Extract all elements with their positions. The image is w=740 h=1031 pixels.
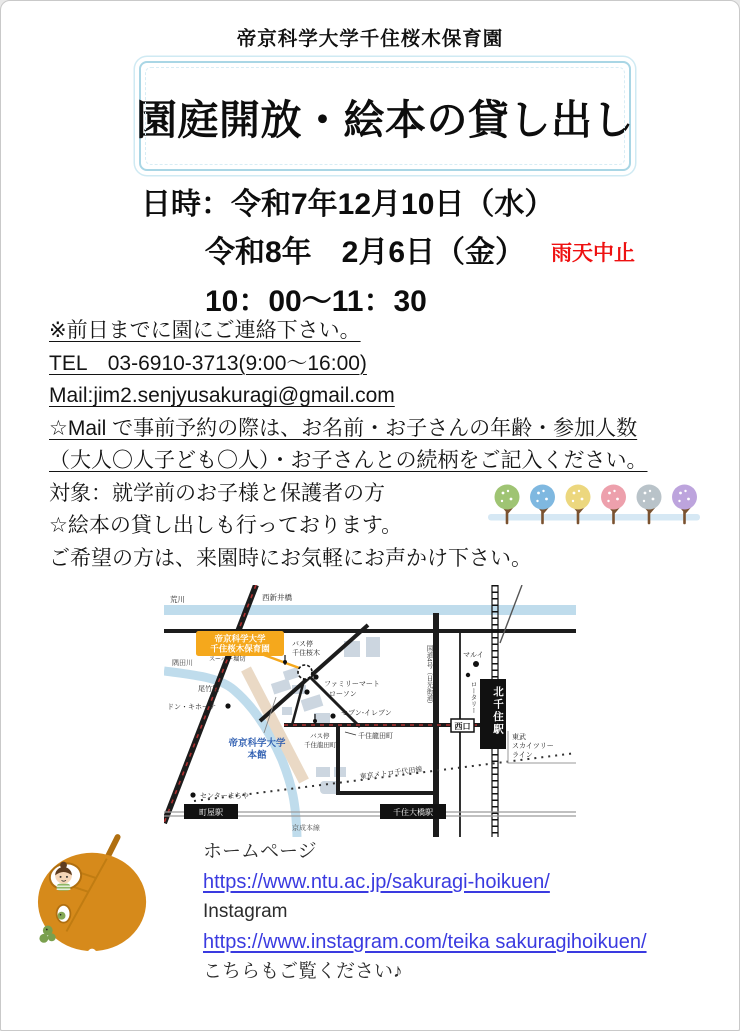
title-frame: [136, 61, 634, 171]
closing-note: こちらもご覧ください♪: [203, 961, 403, 982]
map-label-busstop1a: バス停: [292, 641, 313, 648]
map-label-donki: ドン・キホーテ: [167, 704, 216, 711]
event-title: 園庭開放・絵本の貸し出し: [136, 96, 634, 143]
schedule-line-1: 日時：令和7年12月10日（水）: [141, 188, 555, 221]
map-label-tobu-2: スカイツリー: [512, 743, 554, 750]
nursery-location-mark: [298, 665, 312, 679]
access-map: [164, 585, 576, 837]
note-line-target: 対象：就学前のお子様と保護者の方: [49, 481, 385, 505]
mascot-icon: [35, 834, 153, 962]
org-title: 帝京科学大学千住桜木保育園: [236, 28, 504, 50]
map-label-honkan-2: 本館: [247, 750, 267, 761]
map-label-rotary: ロータリー: [469, 681, 477, 714]
map-label-marui: マルイ: [463, 652, 484, 659]
map-label-nursery-2: 千住桜木保育園: [210, 643, 270, 654]
map-label-lawson: ローソン: [329, 691, 357, 698]
map-label-tatsuta: 千住龍田町: [358, 733, 393, 740]
map-label-tobu-1: 東武: [512, 734, 526, 741]
map-label-supermarket: スーパー堀切: [209, 656, 246, 663]
note-line-contact: ※前日までに園にご連絡下さい。: [49, 319, 361, 342]
schedule-block: [141, 181, 635, 326]
note-line-reserve-2: （大人〇人子ども〇人）・お子さんとの続柄をご記入ください。: [49, 449, 648, 472]
footer-links: [203, 837, 647, 987]
map-label-senju-ohashi: 千住大橋駅: [393, 808, 433, 817]
schedule-time: 10：00～11：30: [205, 285, 427, 318]
map-label-chiyoda: 東京メトロ千代田線: [359, 766, 423, 781]
tatsuta-tick: [345, 732, 356, 735]
note-line-mail: Mail:jim2.senjyusakuragi@gmail.com: [49, 384, 395, 407]
map-label-famima: ファミリーマート: [324, 681, 380, 688]
map-label-center-machiya: センターまちや: [200, 793, 249, 800]
map-label-arakawa: 荒川: [170, 595, 185, 604]
map-label-route4: 国道4号（日光街道）: [425, 645, 433, 708]
map-label-busstop1b: 千住桜木: [292, 650, 320, 657]
instagram-link[interactable]: https://www.instagram.com/teika sakuragihoikuen/: [203, 931, 647, 953]
map-label-kitasenju: 北千住駅: [492, 686, 504, 736]
map-label-tobu-3: ライン: [512, 752, 533, 759]
trees-icon: [487, 483, 701, 527]
schedule-date-2: 令和8年 2月6日（金）: [205, 236, 526, 269]
note-line-books: ☆絵本の貸し出しも行っております。: [49, 514, 403, 537]
map-label-nursery-1: 帝京科学大学: [214, 633, 266, 644]
homepage-link[interactable]: https://www.ntu.ac.jp/sakuragi-hoikuen/: [203, 871, 550, 893]
schedule-line-2: [141, 229, 635, 278]
map-label-busstop2b: 千住龍田町: [304, 742, 337, 749]
map-label-otakebashi: 尾竹橋: [198, 686, 219, 693]
trees-decoration: [487, 483, 701, 527]
access-map-svg: [164, 585, 576, 837]
homepage-label: ホームページ: [203, 841, 317, 862]
map-label-machiya: 町屋駅: [199, 808, 223, 817]
instagram-label: Instagram: [203, 901, 288, 922]
note-line-reserve-1: ☆Mail で事前予約の際は、お名前・お子さんの年齢・参加人数: [49, 416, 638, 440]
note-line-tel: TEL 03-6910-3713(9:00～16:00): [49, 351, 367, 375]
map-label-sumidagawa: 隅田川: [172, 660, 193, 667]
rain-cancel-badge: 雨天中止: [551, 242, 636, 265]
note-line-ask: ご希望の方は、来園時にお気軽にお声かけ下さい。: [49, 546, 532, 570]
mascot: [35, 834, 153, 962]
map-label-nishiguchi: 西口: [454, 722, 471, 731]
notes-block: [49, 315, 648, 575]
map-label-seven: セブン-イレブン: [341, 710, 392, 717]
snow-ground: [488, 514, 700, 521]
map-label-honkan-1: 帝京科学大学: [228, 738, 286, 749]
map-label-busstop2a: バス停: [310, 733, 330, 740]
map-label-nishiaraibashi: 西新井橋: [262, 593, 292, 602]
map-label-keisei: 京成本線: [292, 825, 320, 832]
